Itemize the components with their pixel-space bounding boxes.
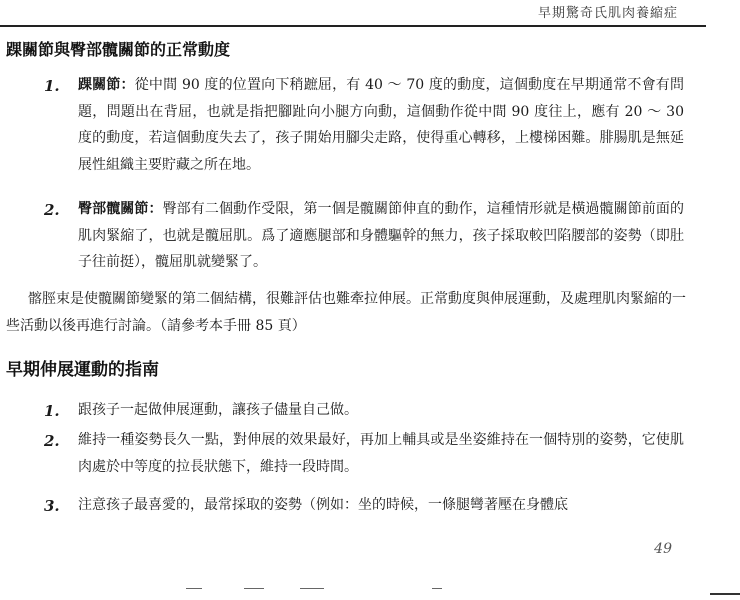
item-text: 從中間 90 度的位置向下稍蹠屈，有 40 ～ 70 度的動度，這個動度在早期通常不會有問題，問題出在背屈，也就是指把腳趾向小腿方向動，這個動作從中間 90 度往上，應有 20 ～ 30 度的動度，若這個動度失去了，孩子開始用腳尖走路，使得重心轉移，上樓梯困難。腓腸肌是無延展性組織主要貯藏之所在地。 xyxy=(78,77,684,173)
running-header: 早期驚奇氏肌肉養縮症 xyxy=(537,6,678,21)
page-number: 49 xyxy=(654,541,672,557)
item-number: 2. xyxy=(44,432,60,450)
body-paragraph: 髂脛束是使髖關節變緊的第二個結構，很難評估也難牽拉伸展。正常動度與伸展運動，及處理肌肉緊縮的一些活動以後再進行討論。（請參考本手冊 85 頁） xyxy=(6,291,686,334)
item-body xyxy=(78,72,684,178)
scan-mark xyxy=(244,588,264,589)
item-text: 注意孩子最喜愛的，最常採取的姿勢（例如：坐的時候，一條腿彎著壓在身體底 xyxy=(78,497,568,513)
item-number: 1. xyxy=(44,402,60,420)
item-term: 臀部髖關節： xyxy=(78,201,163,217)
scan-edge-mark xyxy=(710,593,740,595)
item-body xyxy=(78,196,684,276)
section-heading-ankle-hip: 踝關節與臀部髖關節的正常動度 xyxy=(6,40,231,59)
item-text: 維持一種姿勢長久一點，對伸展的效果最好，再加上輔具或是坐姿維持在一個特別的姿勢，它使肌肉處於中等度的拉長狀態下，維持一段時間。 xyxy=(78,432,684,475)
item-number: 1. xyxy=(44,77,60,95)
section-heading-stretching-guide: 早期伸展運動的指南 xyxy=(6,360,159,380)
header-rule xyxy=(0,25,706,27)
scan-mark xyxy=(300,588,324,589)
scan-mark xyxy=(432,588,442,589)
scan-mark xyxy=(186,588,202,589)
item-number: 3. xyxy=(44,497,60,515)
item-text: 跟孩子一起做伸展運動，讓孩子儘量自己做。 xyxy=(78,402,358,418)
item-text: 臀部有二個動作受限，第一個是髖關節伸直的動作，這種情形就是橫過髖關節前面的肌肉緊縮了，也就是髖屈肌。爲了適應腿部和身體驅幹的無力，孩子採取較凹陷腰部的姿勢（即肚子往前挺），髖屈肌就變緊了。 xyxy=(78,201,685,270)
item-number: 2. xyxy=(44,201,60,219)
item-term: 踝關節： xyxy=(78,77,135,93)
